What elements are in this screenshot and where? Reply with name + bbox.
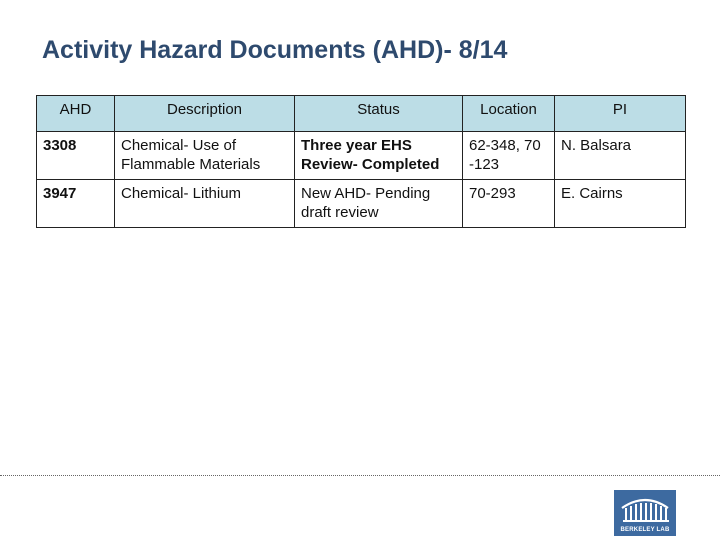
cell-description-line: Flammable Materials	[121, 156, 261, 173]
cell-ahd: 3947	[37, 180, 115, 228]
cell-status	[295, 180, 463, 228]
cell-status-line: Review- Completed	[301, 156, 440, 173]
cell-description	[115, 180, 295, 228]
cell-status-line: draft review	[301, 204, 379, 221]
cell-status-line: New AHD- Pending	[301, 185, 431, 202]
slide-title: Activity Hazard Documents (AHD)- 8/14	[42, 36, 508, 64]
cell-status-line: Three year EHS	[301, 137, 412, 154]
header-pi: PI	[555, 96, 686, 132]
header-ahd: AHD	[37, 96, 115, 132]
header-location: Location	[463, 96, 555, 132]
cell-ahd: 3308	[37, 132, 115, 180]
cell-status	[295, 132, 463, 180]
cell-description	[115, 132, 295, 180]
berkeley-lab-logo	[614, 490, 676, 536]
header-status: Status	[295, 96, 463, 132]
logo-text: BERKELEY LAB	[620, 527, 670, 533]
cell-pi: E. Cairns	[555, 180, 686, 228]
table-row	[37, 180, 686, 228]
table-row	[37, 132, 686, 180]
cell-location	[463, 132, 555, 180]
cell-description-line: Chemical- Lithium	[121, 185, 242, 202]
footer-divider	[0, 475, 720, 476]
cell-location-line: 62-348, 70	[469, 137, 541, 154]
cell-location-line: -123	[469, 156, 500, 173]
ahd-table	[36, 95, 686, 228]
cell-pi: N. Balsara	[555, 132, 686, 180]
table-header-row	[37, 96, 686, 132]
cell-description-line: Chemical- Use of	[121, 137, 237, 154]
cell-location: 70-293	[463, 180, 555, 228]
header-description: Description	[115, 96, 295, 132]
